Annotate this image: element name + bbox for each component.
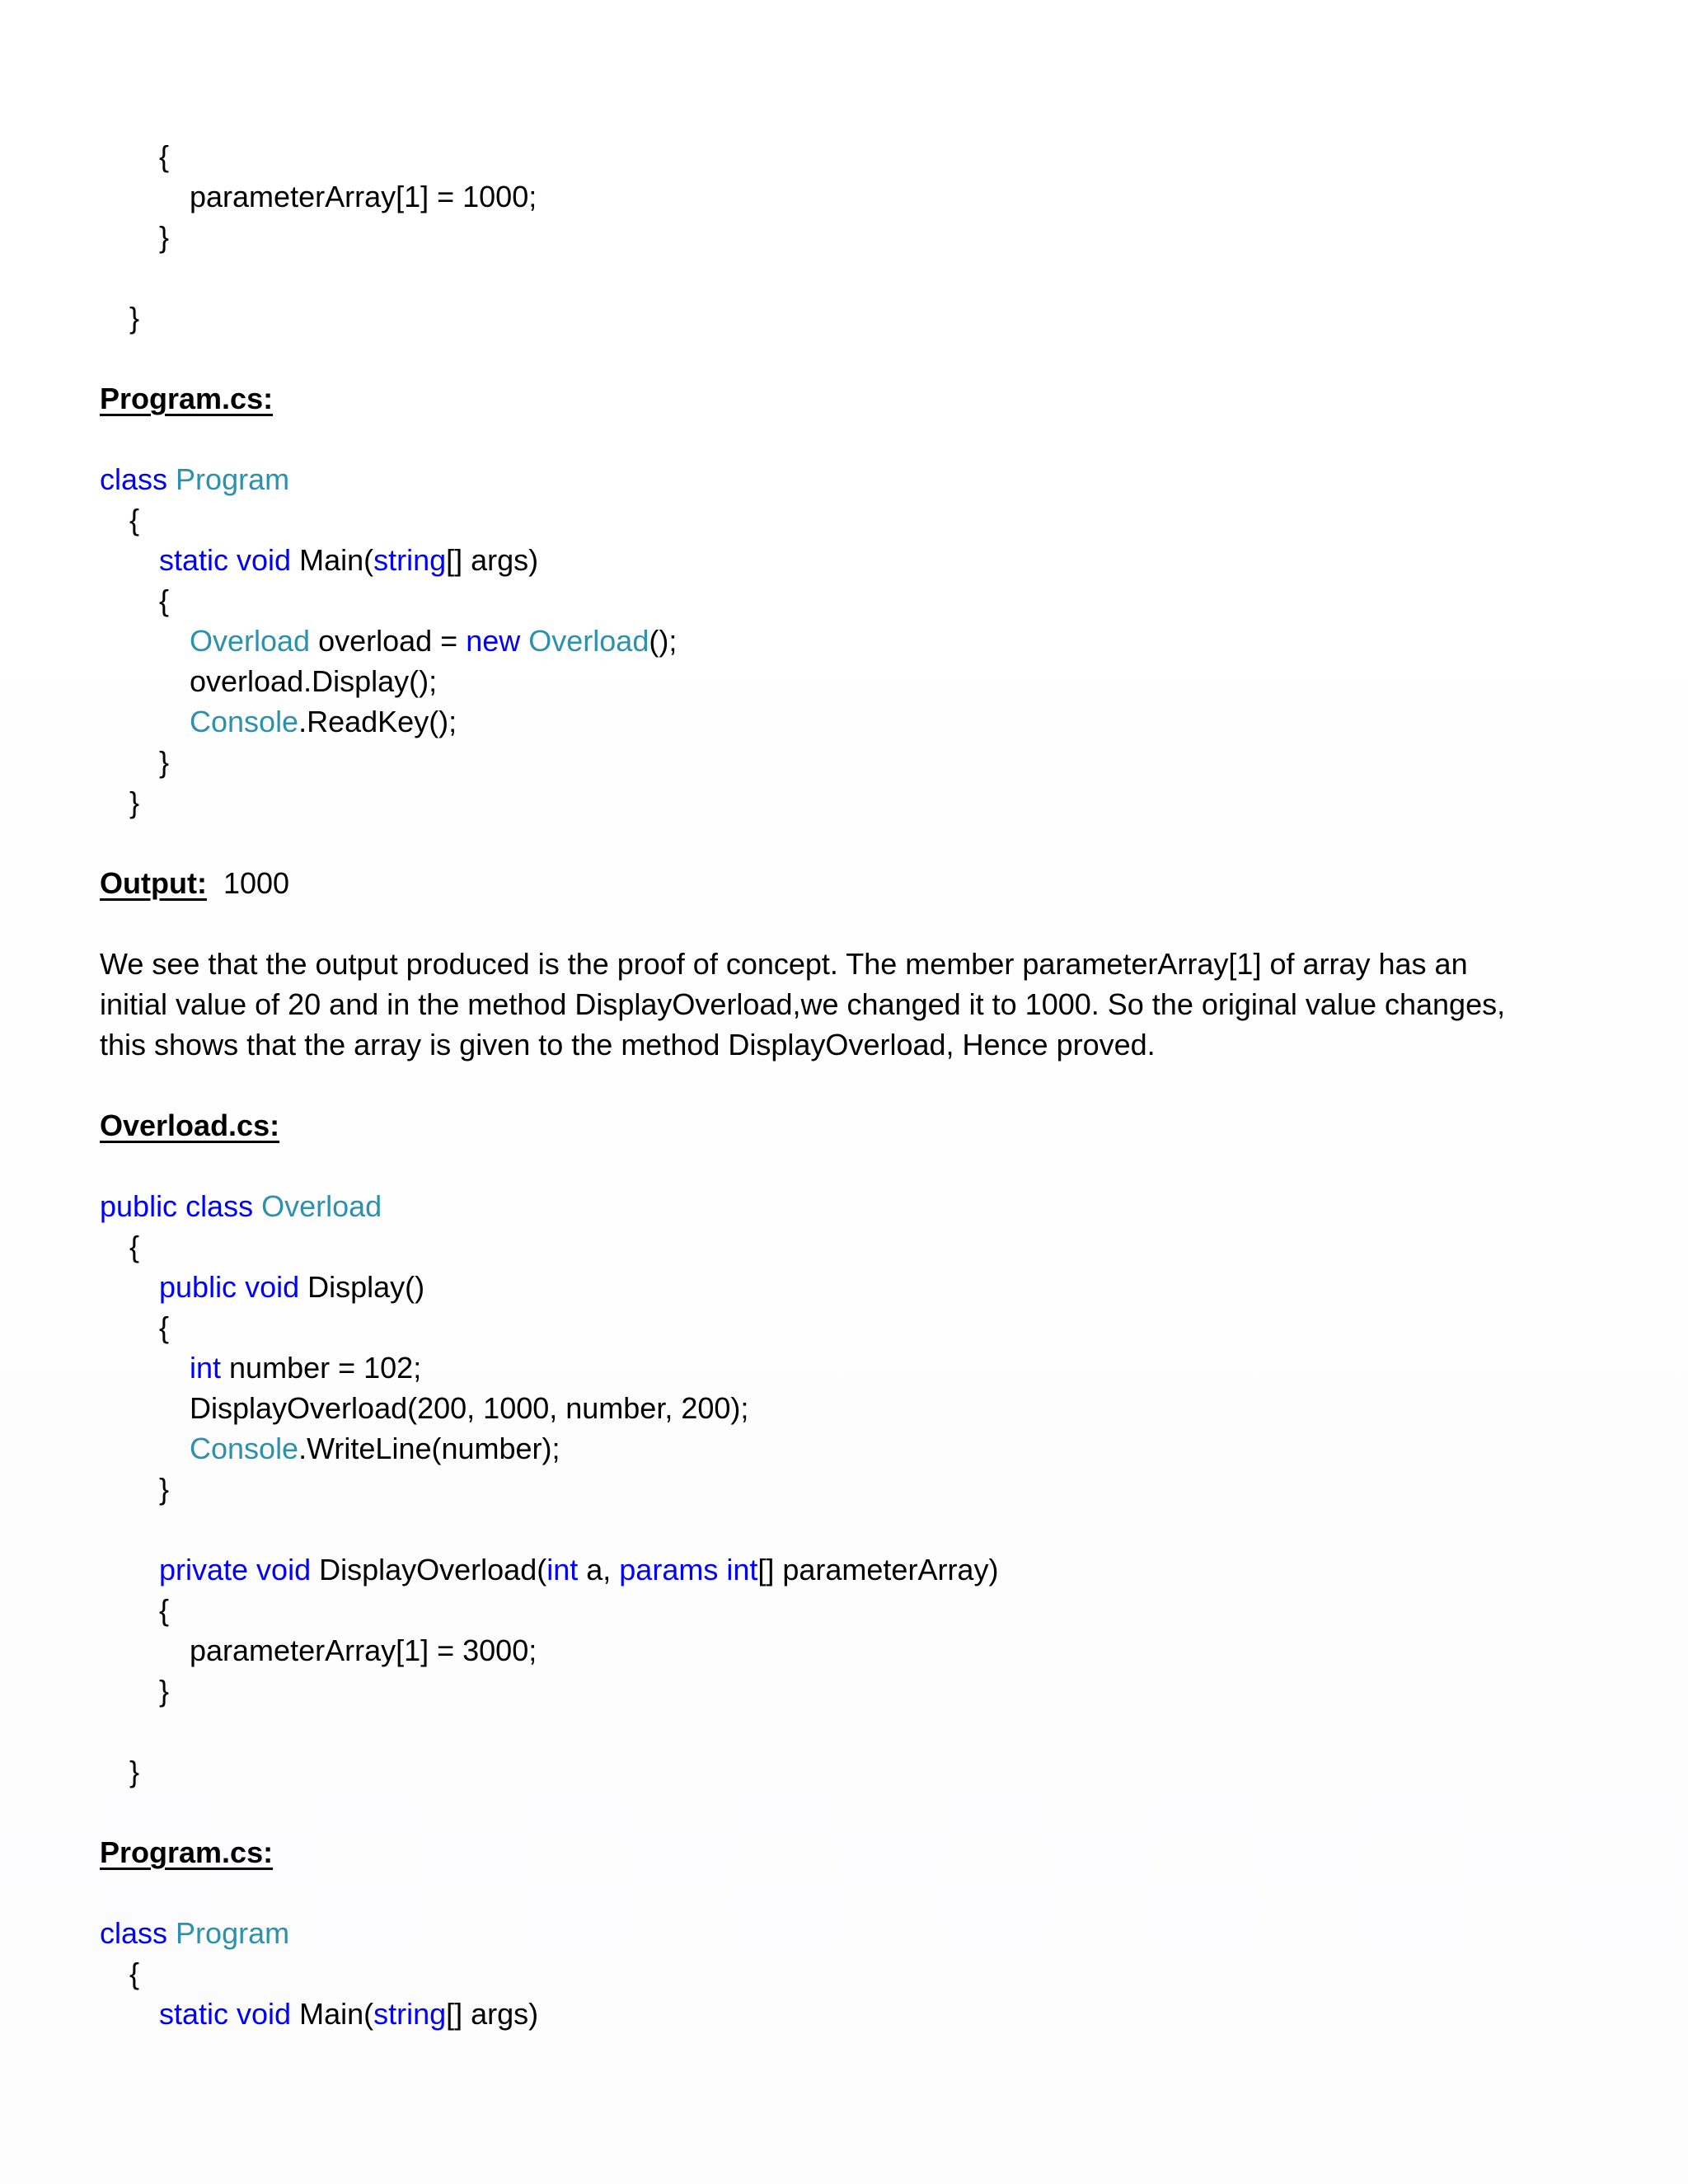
keyword: class [100, 1916, 168, 1950]
type-name: Overload [190, 624, 311, 658]
type-name: Console [190, 705, 299, 738]
code-line [159, 1994, 538, 2034]
code-line [159, 1671, 169, 1711]
code-line [190, 621, 677, 661]
paragraph-line: We see that the output produced is the proof of concept. The member parameterArray[1] of array has an [100, 947, 1468, 981]
type-name: Program [176, 1916, 290, 1950]
section-heading: Overload.cs: [100, 1108, 280, 1142]
code-text: [] parameterArray) [757, 1553, 999, 1586]
keyword: private void [159, 1553, 312, 1586]
code-line [129, 499, 139, 540]
brace: { [129, 503, 140, 537]
code-line [190, 701, 457, 742]
explanation-paragraph [100, 944, 1583, 1065]
keyword: int [546, 1553, 579, 1586]
code-text: .WriteLine(number); [298, 1432, 560, 1465]
type-name: Overload [261, 1189, 382, 1223]
type-name: Overload [528, 624, 649, 658]
code-text: overload = [310, 624, 467, 658]
keyword: params int [619, 1553, 758, 1586]
code-line [159, 742, 169, 782]
paragraph-line: this shows that the array is given to the method DisplayOverload, Hence proved. [100, 1028, 1156, 1062]
brace: { [159, 1593, 170, 1627]
code-line [129, 1751, 139, 1792]
code-line [159, 217, 169, 257]
brace: } [129, 785, 140, 819]
output-value: 1000 [223, 866, 290, 900]
brace: } [159, 1674, 170, 1708]
code-line [100, 1913, 289, 1953]
code-line [159, 1590, 169, 1630]
code-text: parameterArray[1] = 3000; [190, 1633, 537, 1667]
brace: } [129, 301, 140, 335]
output-line [100, 863, 289, 903]
code-text: overload.Display(); [190, 664, 438, 698]
code-text: a, [578, 1553, 620, 1586]
output-label: Output: [100, 866, 207, 900]
code-line [159, 1469, 169, 1509]
section-heading: Program.cs: [100, 382, 274, 415]
code-line [159, 1307, 169, 1347]
code-text: Main( [291, 1997, 374, 2031]
keyword: string [373, 1997, 447, 2031]
code-text: DisplayOverload( [311, 1553, 547, 1586]
paragraph-line: initial value of 20 and in the method DisplayOverload,we changed it to 1000. So the original value changes, [100, 987, 1506, 1021]
code-line [190, 1347, 421, 1388]
brace: } [159, 745, 170, 779]
code-text: Display() [299, 1270, 425, 1304]
section-heading: Program.cs: [100, 1835, 274, 1869]
code-text: [] args) [446, 1997, 539, 2031]
code-text: Main( [291, 543, 374, 577]
brace: } [129, 1755, 140, 1788]
code-line [159, 540, 538, 580]
code-text: [] args) [446, 543, 539, 577]
code-text: DisplayOverload(200, 1000, number, 200); [190, 1391, 749, 1425]
brace: { [129, 1230, 140, 1263]
brace: { [159, 139, 170, 173]
keyword: static void [159, 1997, 292, 2031]
code-line [100, 459, 289, 499]
code-line [129, 1953, 139, 1994]
code-line [129, 1226, 139, 1267]
code-line [190, 1428, 560, 1469]
code-line [100, 1186, 382, 1226]
brace: { [159, 583, 170, 617]
brace: } [159, 220, 170, 254]
keyword: public void [159, 1270, 300, 1304]
brace: } [159, 1472, 170, 1506]
code-line [190, 661, 437, 701]
code-line [159, 580, 169, 621]
brace: { [159, 1310, 170, 1344]
keyword: class [100, 462, 168, 496]
keyword: new [466, 624, 521, 658]
keyword: int [190, 1351, 222, 1385]
keyword: static void [159, 543, 292, 577]
brace: { [129, 1957, 140, 1990]
code-line [190, 1630, 537, 1671]
keyword: public class [100, 1189, 254, 1223]
code-line [190, 1388, 748, 1428]
code-text: (); [649, 624, 678, 658]
code-text: parameterArray[1] = 1000; [190, 180, 537, 213]
code-line [129, 782, 139, 823]
code-line [190, 176, 537, 217]
keyword: string [373, 543, 447, 577]
code-text: .ReadKey(); [298, 705, 457, 738]
type-name: Program [176, 462, 290, 496]
code-line [159, 136, 169, 176]
code-line [159, 1267, 424, 1307]
code-line [159, 1549, 998, 1590]
code-text: number = 102; [221, 1351, 422, 1385]
type-name: Console [190, 1432, 299, 1465]
code-line [129, 298, 139, 338]
